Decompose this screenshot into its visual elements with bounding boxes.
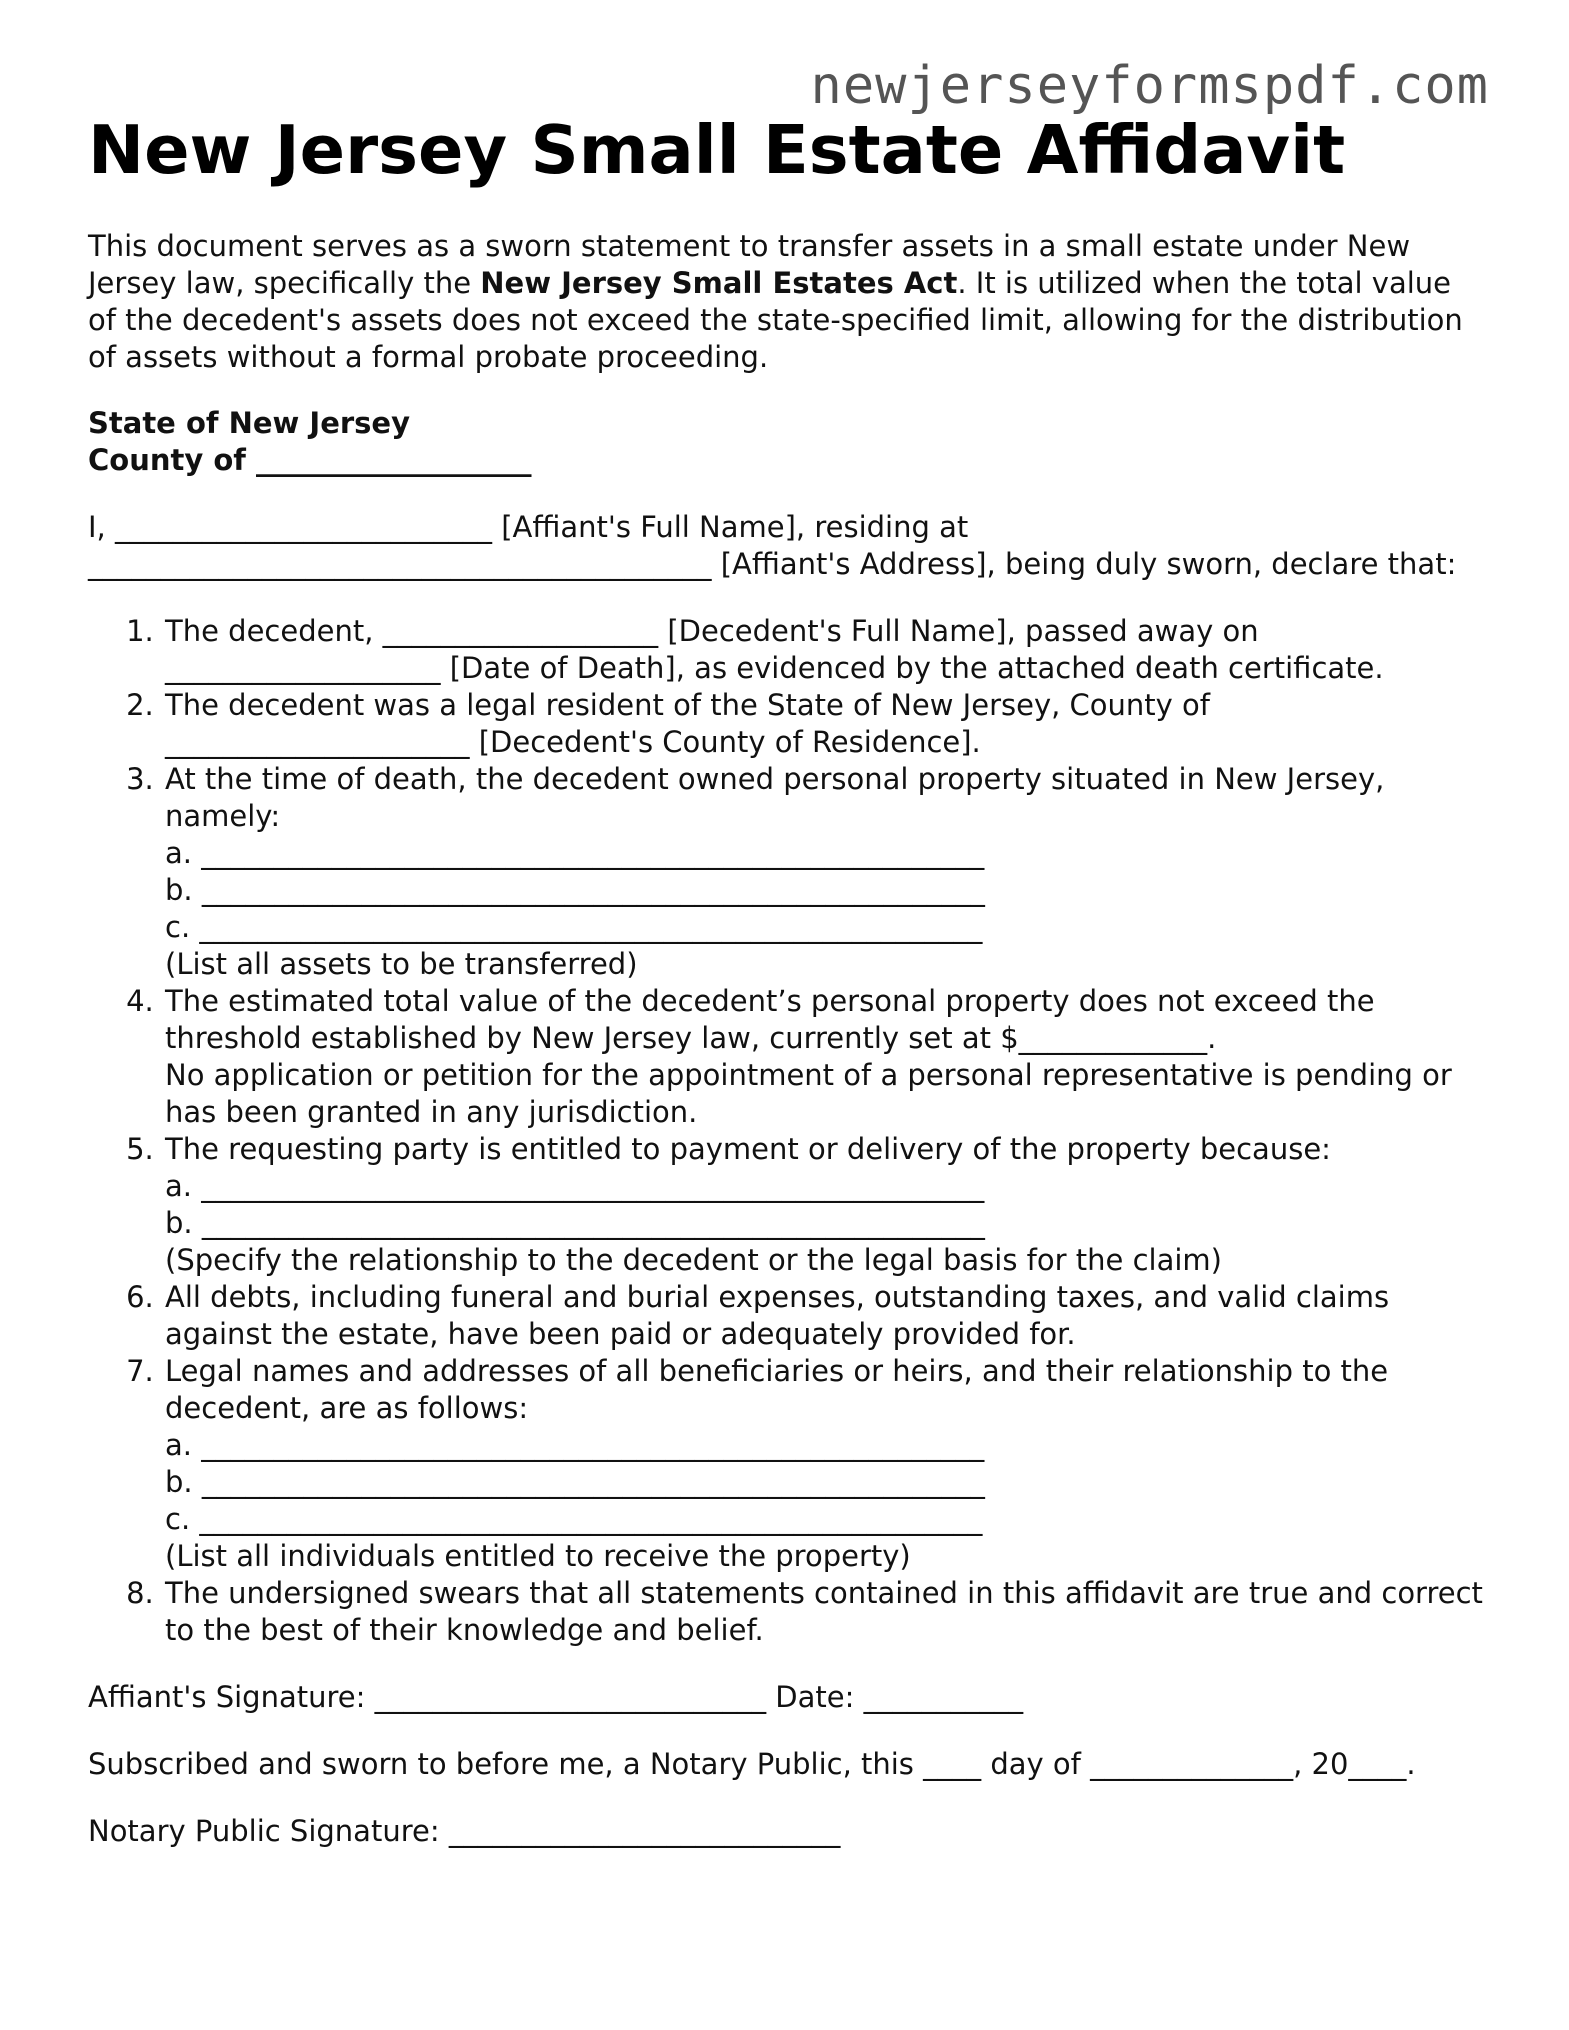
intro-text-1: This document serves as a sworn statement to transfer assets in a small estate under New Jersey law, specifically the (88, 229, 1411, 300)
notary-signature-line: Notary Public Signature: ___________________________ (88, 1814, 841, 1848)
item-line: 2. The decedent was a legal resident of the State of New Jersey, County of (165, 688, 1211, 722)
asset-blank-c: c. ______________________________________________________ (165, 910, 983, 944)
affiant-statement (88, 509, 1488, 583)
item-line: 1. The decedent, ___________________ [Decedent's Full Name], passed away on (165, 614, 1259, 648)
act-name: New Jersey Small Estates Act (480, 266, 958, 300)
state-line: State of New Jersey (88, 406, 411, 440)
declaration-item (163, 613, 1488, 687)
declaration-item (163, 1353, 1488, 1575)
affiant-address-line: ___________________________________________ [Affiant's Address], being duly sworn, declare that: (88, 547, 1457, 581)
entitlement-blank-a: a. ______________________________________________________ (165, 1169, 985, 1203)
asset-blank-a: a. ______________________________________________________ (165, 836, 985, 870)
item-note: (List all assets to be transferred) (165, 947, 638, 981)
item-line: 4. The estimated total value of the decedent’s personal property does not exceed the threshold established by New Jersey law, currently set at $_____________. (165, 984, 1375, 1055)
item-line: 6. All debts, including funeral and burial expenses, outstanding taxes, and valid claims against the estate, have been paid or adequately provided for. (165, 1280, 1390, 1351)
item-line: 8. The undersigned swears that all statements contained in this affidavit are true and correct to the best of their knowledge and belief. (165, 1576, 1483, 1647)
declaration-item (163, 1575, 1488, 1649)
declaration-item (163, 761, 1488, 983)
beneficiary-blank-c: c. ______________________________________________________ (165, 1502, 983, 1536)
intro-paragraph (88, 228, 1488, 376)
declaration-item (163, 983, 1488, 1131)
entitlement-blank-b: b. ______________________________________________________ (165, 1206, 985, 1240)
page-title: New Jersey Small Estate Affidavit (88, 111, 1346, 189)
item-line: 5. The requesting party is entitled to payment or delivery of the property because: (165, 1132, 1331, 1166)
intro-text-2: . It is utilized when the total value of the decedent's assets does not exceed the state-specified limit, allowing for the distribution of assets without a formal probate proceeding. (88, 266, 1463, 374)
declaration-item (163, 687, 1488, 761)
asset-blank-b: b. ______________________________________________________ (165, 873, 985, 907)
beneficiary-blank-a: a. ______________________________________________________ (165, 1428, 985, 1462)
watermark: newjerseyformspdf.com (810, 56, 1489, 116)
affiant-signature-line: Affiant's Signature: ___________________________ Date: ___________ (88, 1680, 1024, 1714)
item-line: No application or petition for the appointment of a personal representative is pending or has been granted in any jurisdiction. (165, 1058, 1452, 1129)
item-line: 7. Legal names and addresses of all beneficiaries or heirs, and their relationship to the decedent, are as follows: (165, 1354, 1389, 1425)
declaration-list (88, 613, 1488, 1649)
document-page (88, 112, 1488, 1850)
item-note: (List all individuals entitled to receive the property) (165, 1539, 911, 1573)
notary-oath-line: Subscribed and sworn to before me, a Notary Public, this ____ day of ______________, 20____. (88, 1747, 1416, 1781)
declaration-item (163, 1131, 1488, 1279)
item-line: _____________________ [Decedent's County of Residence]. (165, 725, 981, 759)
item-note: (Specify the relationship to the decedent or the legal basis for the claim) (165, 1243, 1222, 1277)
county-line: County of ___________________ (88, 443, 532, 477)
declaration-item (163, 1279, 1488, 1353)
affiant-name-line: I, __________________________ [Affiant's Full Name], residing at (88, 510, 969, 544)
item-line: 3. At the time of death, the decedent owned personal property situated in New Jersey, namely: (165, 762, 1385, 833)
item-line: ___________________ [Date of Death], as evidenced by the attached death certificate. (165, 651, 1384, 685)
beneficiary-blank-b: b. ______________________________________________________ (165, 1465, 985, 1499)
venue-header (88, 405, 1488, 479)
